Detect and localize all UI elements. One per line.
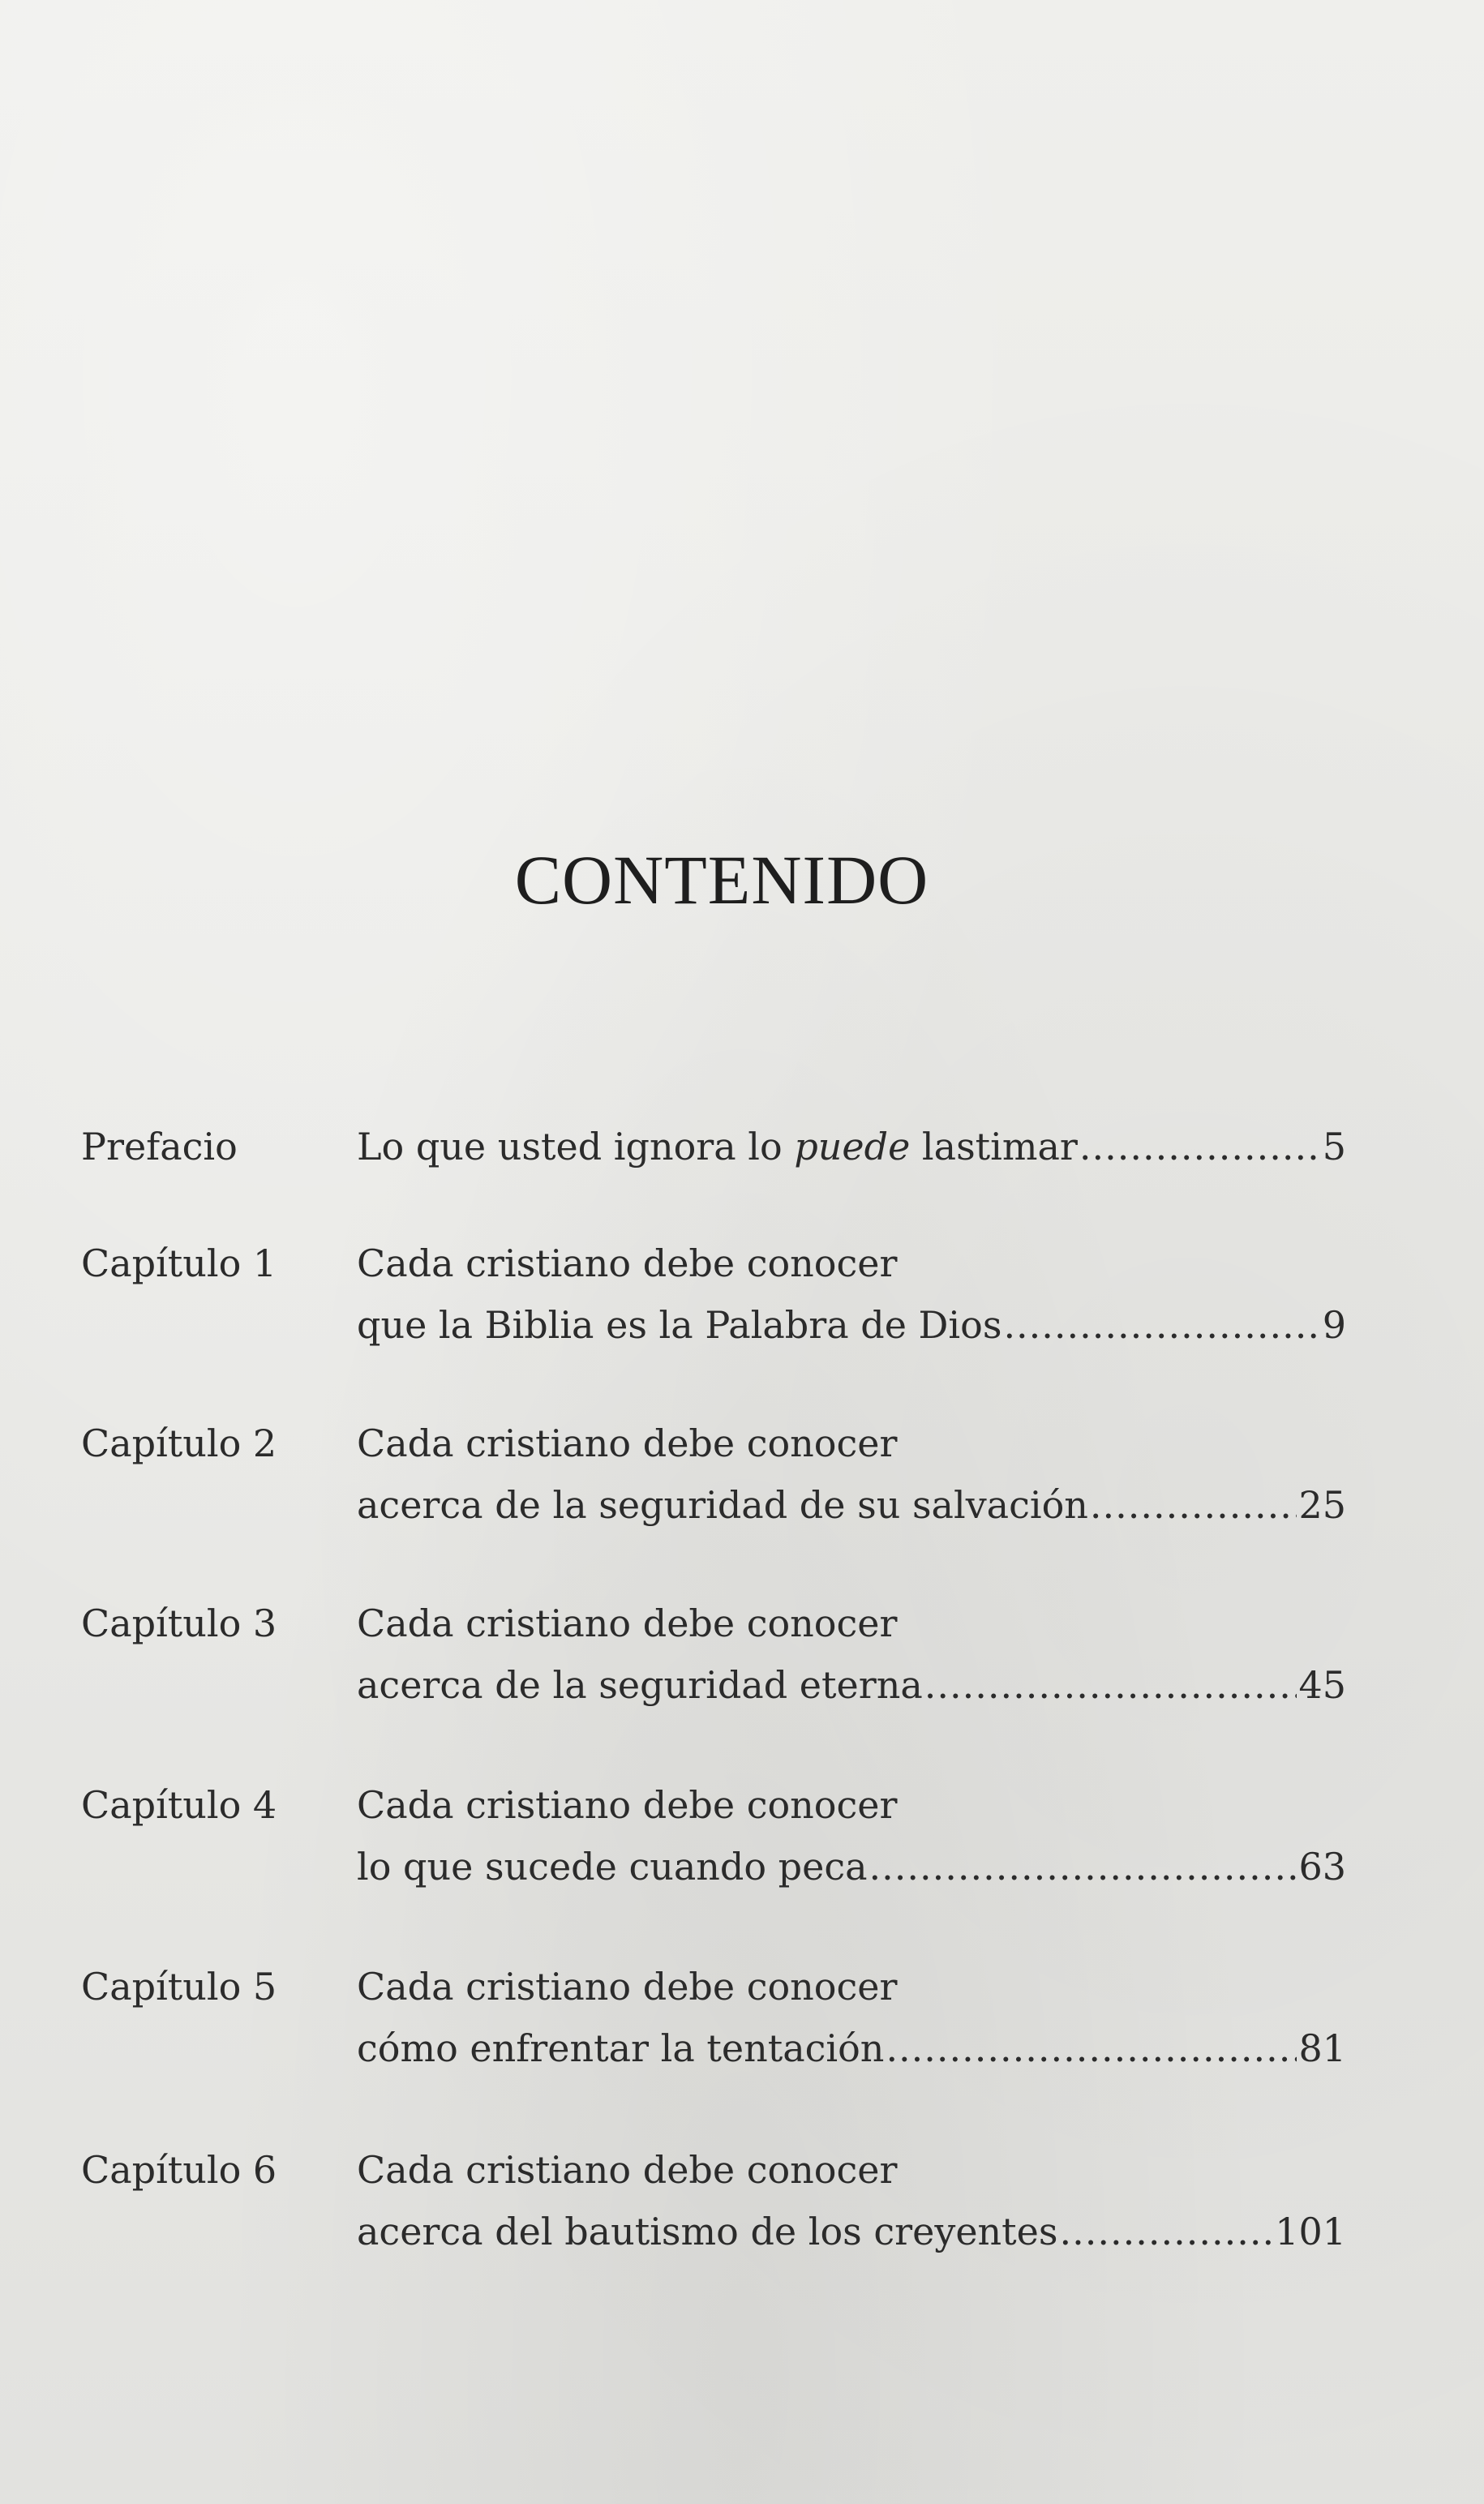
dot-leader [924,1654,1297,1716]
toc-entry-line-1: Cada cristiano debe conocer [357,2148,898,2192]
toc-entry-title: acerca del bautismo de los creyentes [357,2210,1058,2253]
toc-page-number: 63 [1298,1845,1346,1889]
dot-leader [869,1836,1297,1897]
toc-page-number: 101 [1275,2210,1346,2253]
toc-entry-line-1: Cada cristiano debe conocer [357,1601,898,1645]
toc-page-number: 5 [1322,1125,1346,1168]
toc-entry-leader-line [357,1654,1346,1716]
dot-leader [1090,1474,1297,1536]
toc-page-number: 45 [1298,1663,1346,1707]
toc-entry-label: Capítulo 1 [81,1241,277,1285]
toc-page-number: 25 [1298,1483,1346,1527]
toc-entry-label: Capítulo 5 [81,1965,277,2009]
toc-page-number: 9 [1322,1303,1346,1347]
toc-entry-title-text: Lo que usted ignora lo [357,1125,795,1168]
toc-entry-leader-line [357,1294,1346,1356]
toc-entry-title: lo que sucede cuando peca [357,1845,868,1889]
toc-entry-line-1: Cada cristiano debe conocer [357,1965,898,2009]
toc-entry-label: Capítulo 4 [81,1783,277,1827]
toc-entry-leader-line [357,1474,1346,1536]
toc-entry-title-emphasis: puede [794,1125,911,1168]
toc-entry-leader-line [357,1116,1346,1177]
toc-entry-body [357,1413,1346,1536]
toc-entry-body [357,1593,1346,1716]
dot-leader [1079,1116,1321,1177]
toc-entry-leader-line [357,2201,1346,2262]
toc-entry-body [357,1116,1346,1177]
toc-entry-title: acerca de la seguridad de su salvación [357,1483,1088,1527]
dot-leader [1060,2201,1274,2262]
dot-leader [1003,1294,1320,1356]
page-title: CONTENIDO [514,841,929,919]
toc-entry-label: Prefacio [81,1125,238,1168]
toc-entry-line-1: Cada cristiano debe conocer [357,1421,898,1465]
dot-leader [886,2017,1297,2079]
toc-entry-body [357,1956,1346,2079]
toc-entry-leader-line [357,2017,1346,2079]
toc-entry-line-1: Cada cristiano debe conocer [357,1783,898,1827]
toc-entry-body [357,2139,1346,2262]
toc-entry-body [357,1774,1346,1897]
toc-entry-title-text-end: lastimar [910,1125,1078,1168]
toc-entry-title [357,1116,1078,1177]
toc-entry-label: Capítulo 2 [81,1421,277,1465]
toc-page-number: 81 [1298,2026,1346,2070]
toc-entry-line-1: Cada cristiano debe conocer [357,1241,898,1285]
toc-entry-label: Capítulo 3 [81,1601,277,1645]
toc-entry-leader-line [357,1836,1346,1897]
toc-entry-title: cómo enfrentar la tentación [357,2026,885,2070]
toc-entry-label: Capítulo 6 [81,2148,277,2192]
toc-entry-title: acerca de la seguridad eterna [357,1663,923,1707]
toc-entry-body [357,1233,1346,1356]
toc-entry-title: que la Biblia es la Palabra de Dios [357,1303,1002,1347]
